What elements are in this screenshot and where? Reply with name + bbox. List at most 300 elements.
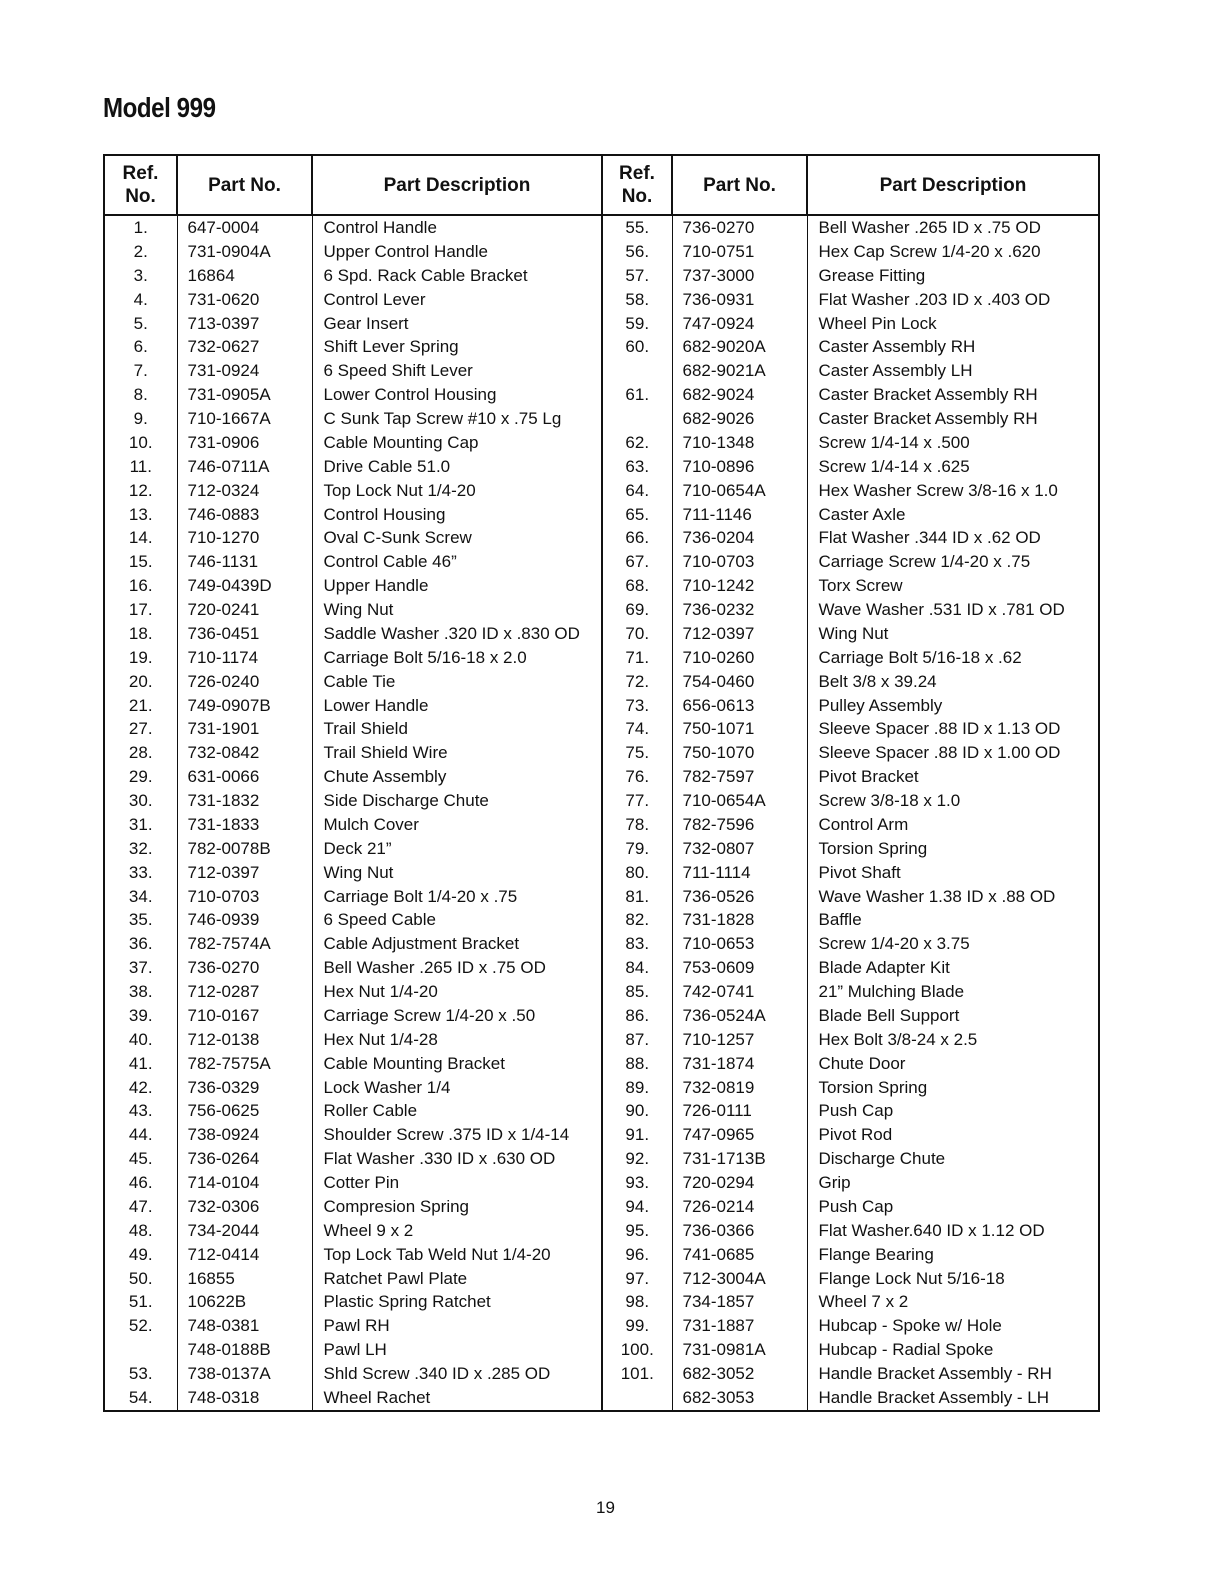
- part-no-cell-left: 726-0240: [177, 670, 312, 694]
- part-description-cell-left: Mulch Cover: [312, 813, 602, 837]
- part-no-cell-right: 682-9020A: [672, 335, 807, 359]
- ref-no-cell-left: 1.: [104, 215, 177, 240]
- part-description-cell-left: Lower Control Housing: [312, 383, 602, 407]
- part-no-cell-left: 16855: [177, 1267, 312, 1291]
- part-no-cell-right: 682-3053: [672, 1386, 807, 1411]
- ref-no-cell-left: 32.: [104, 837, 177, 861]
- part-description-cell-left: Hex Nut 1/4-20: [312, 980, 602, 1004]
- ref-no-cell-left: 33.: [104, 861, 177, 885]
- ref-no-cell-left: 6.: [104, 335, 177, 359]
- part-no-cell-left: 647-0004: [177, 215, 312, 240]
- table-row: [104, 215, 1099, 240]
- table-row: [104, 1052, 1099, 1076]
- part-description-cell-left: Lower Handle: [312, 694, 602, 718]
- part-description-cell-right: Hex Washer Screw 3/8-16 x 1.0: [807, 479, 1099, 503]
- part-no-cell-right: 731-1874: [672, 1052, 807, 1076]
- part-no-cell-right: 710-0654A: [672, 789, 807, 813]
- table-row: [104, 837, 1099, 861]
- part-description-cell-left: Pawl RH: [312, 1314, 602, 1338]
- ref-no-cell-right: 71.: [602, 646, 672, 670]
- part-description-cell-left: Shld Screw .340 ID x .285 OD: [312, 1362, 602, 1386]
- part-no-cell-right: 736-0270: [672, 215, 807, 240]
- ref-no-cell-left: 28.: [104, 741, 177, 765]
- part-no-cell-left: 712-0324: [177, 479, 312, 503]
- table-row: [104, 789, 1099, 813]
- part-description-cell-right: Caster Assembly RH: [807, 335, 1099, 359]
- part-no-cell-right: 726-0111: [672, 1099, 807, 1123]
- part-no-header-right: Part No.: [672, 155, 807, 215]
- ref-no-cell-right: 94.: [602, 1195, 672, 1219]
- ref-no-cell-right: 68.: [602, 574, 672, 598]
- part-no-header-left: Part No.: [177, 155, 312, 215]
- ref-no-cell-right: 98.: [602, 1290, 672, 1314]
- part-description-cell-right: Wheel 7 x 2: [807, 1290, 1099, 1314]
- ref-no-cell-left: 21.: [104, 694, 177, 718]
- part-description-cell-right: Hex Bolt 3/8-24 x 2.5: [807, 1028, 1099, 1052]
- page-number: 19: [596, 1498, 615, 1517]
- part-no-cell-left: 731-0924: [177, 359, 312, 383]
- part-description-cell-left: Control Housing: [312, 503, 602, 527]
- ref-no-cell-left: 11.: [104, 455, 177, 479]
- ref-no-cell-right: 61.: [602, 383, 672, 407]
- part-description-cell-right: Discharge Chute: [807, 1147, 1099, 1171]
- part-description-cell-left: Control Handle: [312, 215, 602, 240]
- part-no-cell-left: 710-1174: [177, 646, 312, 670]
- part-no-cell-right: 747-0924: [672, 312, 807, 336]
- part-description-cell-right: Pivot Bracket: [807, 765, 1099, 789]
- table-row: [104, 932, 1099, 956]
- part-no-cell-right: 682-9026: [672, 407, 807, 431]
- part-no-cell-right: 736-0204: [672, 526, 807, 550]
- part-description-cell-left: Top Lock Nut 1/4-20: [312, 479, 602, 503]
- part-description-cell-right: Flat Washer.640 ID x 1.12 OD: [807, 1219, 1099, 1243]
- table-row: [104, 455, 1099, 479]
- part-description-cell-right: Push Cap: [807, 1195, 1099, 1219]
- part-no-cell-left: 782-0078B: [177, 837, 312, 861]
- part-no-cell-left: 749-0907B: [177, 694, 312, 718]
- table-row: [104, 598, 1099, 622]
- part-no-cell-left: 746-0939: [177, 908, 312, 932]
- part-description-cell-right: Grease Fitting: [807, 264, 1099, 288]
- part-description-cell-left: Cable Tie: [312, 670, 602, 694]
- ref-no-cell-left: 19.: [104, 646, 177, 670]
- part-no-cell-left: 736-0264: [177, 1147, 312, 1171]
- part-description-cell-left: Wheel 9 x 2: [312, 1219, 602, 1243]
- part-no-cell-right: 750-1070: [672, 741, 807, 765]
- part-description-cell-left: Wheel Rachet: [312, 1386, 602, 1411]
- part-description-cell-right: Sleeve Spacer .88 ID x 1.00 OD: [807, 741, 1099, 765]
- table-row: [104, 550, 1099, 574]
- ref-no-cell-left: 35.: [104, 908, 177, 932]
- part-no-cell-left: 710-1270: [177, 526, 312, 550]
- part-description-cell-left: Upper Handle: [312, 574, 602, 598]
- part-description-cell-left: Trail Shield: [312, 717, 602, 741]
- table-row: [104, 765, 1099, 789]
- part-description-cell-left: Plastic Spring Ratchet: [312, 1290, 602, 1314]
- part-no-cell-right: 710-0703: [672, 550, 807, 574]
- part-no-cell-right: 737-3000: [672, 264, 807, 288]
- part-no-cell-left: 736-0270: [177, 956, 312, 980]
- part-no-cell-right: 736-0524A: [672, 1004, 807, 1028]
- ref-no-cell-right: 91.: [602, 1123, 672, 1147]
- part-description-cell-right: Torsion Spring: [807, 837, 1099, 861]
- ref-no-cell-left: 39.: [104, 1004, 177, 1028]
- part-no-cell-right: 732-0819: [672, 1076, 807, 1100]
- ref-no-cell-left: 48.: [104, 1219, 177, 1243]
- ref-no-cell-right: 69.: [602, 598, 672, 622]
- part-no-cell-right: 736-0931: [672, 288, 807, 312]
- table-row: [104, 885, 1099, 909]
- ref-no-cell-left: 12.: [104, 479, 177, 503]
- part-no-cell-right: 710-0751: [672, 240, 807, 264]
- table-row: [104, 622, 1099, 646]
- table-row: [104, 1314, 1099, 1338]
- ref-no-cell-left: 40.: [104, 1028, 177, 1052]
- part-no-cell-right: 710-0653: [672, 932, 807, 956]
- ref-no-cell-right: 87.: [602, 1028, 672, 1052]
- part-no-cell-right: 712-0397: [672, 622, 807, 646]
- ref-no-cell-right: 86.: [602, 1004, 672, 1028]
- ref-no-cell-left: 44.: [104, 1123, 177, 1147]
- table-row: [104, 1123, 1099, 1147]
- table-row: [104, 980, 1099, 1004]
- part-description-cell-right: Blade Bell Support: [807, 1004, 1099, 1028]
- ref-no-cell-left: 31.: [104, 813, 177, 837]
- part-description-cell-left: Pawl LH: [312, 1338, 602, 1362]
- ref-no-cell-left: 7.: [104, 359, 177, 383]
- ref-no-cell-left: 47.: [104, 1195, 177, 1219]
- ref-no-cell-right: 95.: [602, 1219, 672, 1243]
- part-description-cell-left: Cable Mounting Bracket: [312, 1052, 602, 1076]
- part-no-cell-right: 736-0526: [672, 885, 807, 909]
- part-no-cell-left: 731-0906: [177, 431, 312, 455]
- ref-no-cell-left: 46.: [104, 1171, 177, 1195]
- part-no-cell-right: 732-0807: [672, 837, 807, 861]
- ref-no-cell-right: 96.: [602, 1243, 672, 1267]
- part-no-cell-right: 736-0232: [672, 598, 807, 622]
- ref-no-cell-right: 66.: [602, 526, 672, 550]
- ref-no-cell-right: 62.: [602, 431, 672, 455]
- part-no-cell-left: 782-7575A: [177, 1052, 312, 1076]
- ref-no-cell-left: 34.: [104, 885, 177, 909]
- part-description-cell-left: Chute Assembly: [312, 765, 602, 789]
- part-description-header-left: Part Description: [312, 155, 602, 215]
- part-no-cell-right: 710-1242: [672, 574, 807, 598]
- ref-no-cell-right: 100.: [602, 1338, 672, 1362]
- ref-no-cell-left: 9.: [104, 407, 177, 431]
- table-row: [104, 1290, 1099, 1314]
- part-no-cell-left: 710-0703: [177, 885, 312, 909]
- ref-no-cell-left: 50.: [104, 1267, 177, 1291]
- ref-no-cell-right: 58.: [602, 288, 672, 312]
- part-description-cell-left: 6 Speed Shift Lever: [312, 359, 602, 383]
- part-no-cell-right: 736-0366: [672, 1219, 807, 1243]
- part-no-cell-left: 731-1832: [177, 789, 312, 813]
- part-description-cell-right: Blade Adapter Kit: [807, 956, 1099, 980]
- table-row: [104, 670, 1099, 694]
- ref-no-cell-right: 77.: [602, 789, 672, 813]
- part-no-cell-right: 782-7596: [672, 813, 807, 837]
- part-description-cell-right: Hubcap - Radial Spoke: [807, 1338, 1099, 1362]
- ref-no-cell-right: 101.: [602, 1362, 672, 1386]
- part-no-cell-left: 731-0905A: [177, 383, 312, 407]
- part-no-cell-right: 656-0613: [672, 694, 807, 718]
- part-description-cell-right: Flat Washer .203 ID x .403 OD: [807, 288, 1099, 312]
- table-row: [104, 1004, 1099, 1028]
- ref-no-cell-right: 70.: [602, 622, 672, 646]
- ref-no-cell-right: 75.: [602, 741, 672, 765]
- part-no-cell-left: 712-0397: [177, 861, 312, 885]
- ref-no-cell-right: 55.: [602, 215, 672, 240]
- table-row: [104, 1171, 1099, 1195]
- table-row: [104, 1386, 1099, 1411]
- part-description-cell-left: Gear Insert: [312, 312, 602, 336]
- table-row: [104, 335, 1099, 359]
- ref-no-cell-right: 92.: [602, 1147, 672, 1171]
- part-no-cell-left: 746-0711A: [177, 455, 312, 479]
- part-description-cell-right: Chute Door: [807, 1052, 1099, 1076]
- part-no-cell-right: 734-1857: [672, 1290, 807, 1314]
- ref-no-cell-left: 53.: [104, 1362, 177, 1386]
- part-no-cell-right: 720-0294: [672, 1171, 807, 1195]
- part-description-cell-left: Control Cable 46”: [312, 550, 602, 574]
- part-no-cell-right: 711-1146: [672, 503, 807, 527]
- part-no-cell-right: 731-1887: [672, 1314, 807, 1338]
- ref-no-cell-left: 38.: [104, 980, 177, 1004]
- part-description-cell-left: Compresion Spring: [312, 1195, 602, 1219]
- part-description-cell-right: Pivot Rod: [807, 1123, 1099, 1147]
- part-description-cell-right: Handle Bracket Assembly - LH: [807, 1386, 1099, 1411]
- part-description-cell-right: Torx Screw: [807, 574, 1099, 598]
- ref-no-cell-left: [104, 1338, 177, 1362]
- part-no-cell-left: 746-0883: [177, 503, 312, 527]
- ref-no-cell-right: 73.: [602, 694, 672, 718]
- ref-no-cell-left: 54.: [104, 1386, 177, 1411]
- part-description-cell-right: Torsion Spring: [807, 1076, 1099, 1100]
- ref-no-cell-right: 84.: [602, 956, 672, 980]
- part-description-cell-right: Flat Washer .344 ID x .62 OD: [807, 526, 1099, 550]
- table-row: [104, 312, 1099, 336]
- ref-no-cell-left: 30.: [104, 789, 177, 813]
- part-no-cell-right: 747-0965: [672, 1123, 807, 1147]
- part-description-cell-right: Baffle: [807, 908, 1099, 932]
- part-description-cell-right: Wing Nut: [807, 622, 1099, 646]
- part-no-cell-left: 732-0306: [177, 1195, 312, 1219]
- table-row: [104, 908, 1099, 932]
- page-title: Model 999: [103, 92, 216, 123]
- part-description-cell-left: Side Discharge Chute: [312, 789, 602, 813]
- part-description-cell-right: Screw 1/4-14 x .625: [807, 455, 1099, 479]
- table-row: [104, 264, 1099, 288]
- ref-no-cell-right: 89.: [602, 1076, 672, 1100]
- part-description-cell-right: Pivot Shaft: [807, 861, 1099, 885]
- table-row: [104, 1243, 1099, 1267]
- ref-no-cell-left: 51.: [104, 1290, 177, 1314]
- part-description-cell-left: C Sunk Tap Screw #10 x .75 Lg: [312, 407, 602, 431]
- parts-table: [103, 154, 1100, 1412]
- part-no-cell-left: 738-0924: [177, 1123, 312, 1147]
- ref-no-cell-right: 65.: [602, 503, 672, 527]
- part-no-cell-left: 748-0188B: [177, 1338, 312, 1362]
- part-description-cell-right: Carriage Screw 1/4-20 x .75: [807, 550, 1099, 574]
- part-no-cell-left: 731-1901: [177, 717, 312, 741]
- part-no-cell-left: 720-0241: [177, 598, 312, 622]
- ref-no-cell-right: 85.: [602, 980, 672, 1004]
- part-description-cell-left: 6 Speed Cable: [312, 908, 602, 932]
- ref-no-cell-left: 17.: [104, 598, 177, 622]
- table-row: [104, 240, 1099, 264]
- ref-no-cell-right: 64.: [602, 479, 672, 503]
- part-description-header-right: Part Description: [807, 155, 1099, 215]
- part-no-cell-right: 682-3052: [672, 1362, 807, 1386]
- table-row: [104, 861, 1099, 885]
- part-description-cell-left: Wing Nut: [312, 598, 602, 622]
- table-row: [104, 956, 1099, 980]
- ref-no-cell-left: 4.: [104, 288, 177, 312]
- part-no-cell-left: 756-0625: [177, 1099, 312, 1123]
- part-description-cell-right: Flange Bearing: [807, 1243, 1099, 1267]
- part-description-cell-left: Deck 21”: [312, 837, 602, 861]
- part-no-cell-left: 734-2044: [177, 1219, 312, 1243]
- table-row: [104, 431, 1099, 455]
- part-description-cell-left: Flat Washer .330 ID x .630 OD: [312, 1147, 602, 1171]
- ref-no-cell-left: 3.: [104, 264, 177, 288]
- table-row: [104, 1195, 1099, 1219]
- table-row: [104, 359, 1099, 383]
- part-no-cell-right: 710-0654A: [672, 479, 807, 503]
- part-description-cell-left: Lock Washer 1/4: [312, 1076, 602, 1100]
- ref-no-cell-left: 43.: [104, 1099, 177, 1123]
- ref-no-cell-left: 36.: [104, 932, 177, 956]
- ref-no-cell-left: 37.: [104, 956, 177, 980]
- ref-no-cell-right: 74.: [602, 717, 672, 741]
- ref-no-cell-left: 5.: [104, 312, 177, 336]
- table-header-row: [104, 155, 1099, 215]
- part-no-cell-left: 714-0104: [177, 1171, 312, 1195]
- part-description-cell-left: Top Lock Tab Weld Nut 1/4-20: [312, 1243, 602, 1267]
- part-no-cell-left: 738-0137A: [177, 1362, 312, 1386]
- part-description-cell-right: Wheel Pin Lock: [807, 312, 1099, 336]
- part-no-cell-right: 710-0896: [672, 455, 807, 479]
- part-no-cell-left: 710-0167: [177, 1004, 312, 1028]
- parts-table-body: [104, 215, 1099, 1411]
- part-description-cell-right: Hubcap - Spoke w/ Hole: [807, 1314, 1099, 1338]
- table-row: [104, 646, 1099, 670]
- ref-no-cell-left: 27.: [104, 717, 177, 741]
- part-description-cell-left: Shoulder Screw .375 ID x 1/4-14: [312, 1123, 602, 1147]
- part-description-cell-right: Handle Bracket Assembly - RH: [807, 1362, 1099, 1386]
- part-no-cell-left: 736-0329: [177, 1076, 312, 1100]
- part-description-cell-right: Screw 1/4-14 x .500: [807, 431, 1099, 455]
- part-description-cell-right: Pulley Assembly: [807, 694, 1099, 718]
- part-no-cell-right: 731-1713B: [672, 1147, 807, 1171]
- part-no-cell-right: 726-0214: [672, 1195, 807, 1219]
- table-row: [104, 526, 1099, 550]
- part-no-cell-right: 682-9024: [672, 383, 807, 407]
- part-no-cell-right: 754-0460: [672, 670, 807, 694]
- part-description-cell-left: Wing Nut: [312, 861, 602, 885]
- ref-no-cell-right: 81.: [602, 885, 672, 909]
- ref-no-cell-right: 60.: [602, 335, 672, 359]
- part-no-cell-left: 710-1667A: [177, 407, 312, 431]
- part-description-cell-right: Wave Washer .531 ID x .781 OD: [807, 598, 1099, 622]
- part-description-cell-left: Saddle Washer .320 ID x .830 OD: [312, 622, 602, 646]
- ref-no-cell-right: [602, 1386, 672, 1411]
- part-description-cell-right: Control Arm: [807, 813, 1099, 837]
- part-description-cell-left: Cotter Pin: [312, 1171, 602, 1195]
- ref-no-cell-right: [602, 407, 672, 431]
- part-description-cell-right: Grip: [807, 1171, 1099, 1195]
- ref-no-cell-right: 57.: [602, 264, 672, 288]
- part-no-cell-right: 753-0609: [672, 956, 807, 980]
- part-description-cell-right: Carriage Bolt 5/16-18 x .62: [807, 646, 1099, 670]
- part-description-cell-left: Trail Shield Wire: [312, 741, 602, 765]
- table-row: [104, 1147, 1099, 1171]
- ref-no-cell-left: 14.: [104, 526, 177, 550]
- ref-no-cell-right: 79.: [602, 837, 672, 861]
- part-no-cell-left: 746-1131: [177, 550, 312, 574]
- table-row: [104, 1267, 1099, 1291]
- ref-no-cell-left: 13.: [104, 503, 177, 527]
- ref-no-cell-left: 8.: [104, 383, 177, 407]
- part-no-cell-right: 710-1257: [672, 1028, 807, 1052]
- part-no-cell-left: 748-0318: [177, 1386, 312, 1411]
- table-row: [104, 1338, 1099, 1362]
- part-description-cell-right: Caster Axle: [807, 503, 1099, 527]
- part-no-cell-right: 750-1071: [672, 717, 807, 741]
- table-row: [104, 1099, 1099, 1123]
- table-row: [104, 1028, 1099, 1052]
- ref-no-cell-right: 72.: [602, 670, 672, 694]
- table-row: [104, 694, 1099, 718]
- ref-no-cell-right: 78.: [602, 813, 672, 837]
- part-no-cell-left: 731-0904A: [177, 240, 312, 264]
- part-description-cell-right: 21” Mulching Blade: [807, 980, 1099, 1004]
- part-no-cell-left: 10622B: [177, 1290, 312, 1314]
- ref-no-cell-right: [602, 359, 672, 383]
- part-description-cell-right: Flange Lock Nut 5/16-18: [807, 1267, 1099, 1291]
- part-description-cell-left: Carriage Screw 1/4-20 x .50: [312, 1004, 602, 1028]
- table-row: [104, 407, 1099, 431]
- ref-no-cell-right: 88.: [602, 1052, 672, 1076]
- part-no-cell-left: 736-0451: [177, 622, 312, 646]
- part-description-cell-left: Roller Cable: [312, 1099, 602, 1123]
- ref-no-header-left: Ref. No.: [104, 155, 177, 215]
- part-no-cell-left: 631-0066: [177, 765, 312, 789]
- ref-no-header-right: Ref. No.: [602, 155, 672, 215]
- ref-no-cell-right: 99.: [602, 1314, 672, 1338]
- part-description-cell-left: 6 Spd. Rack Cable Bracket: [312, 264, 602, 288]
- part-description-cell-left: Bell Washer .265 ID x .75 OD: [312, 956, 602, 980]
- part-no-cell-right: 711-1114: [672, 861, 807, 885]
- table-row: [104, 1362, 1099, 1386]
- part-description-cell-right: Push Cap: [807, 1099, 1099, 1123]
- ref-no-cell-left: 16.: [104, 574, 177, 598]
- table-row: [104, 479, 1099, 503]
- part-no-cell-right: 712-3004A: [672, 1267, 807, 1291]
- part-no-cell-right: 682-9021A: [672, 359, 807, 383]
- ref-no-cell-right: 63.: [602, 455, 672, 479]
- part-no-cell-left: 712-0414: [177, 1243, 312, 1267]
- part-no-cell-left: 782-7574A: [177, 932, 312, 956]
- part-description-cell-left: Hex Nut 1/4-28: [312, 1028, 602, 1052]
- ref-no-cell-right: 82.: [602, 908, 672, 932]
- part-no-cell-right: 741-0685: [672, 1243, 807, 1267]
- ref-no-cell-right: 93.: [602, 1171, 672, 1195]
- part-description-cell-left: Ratchet Pawl Plate: [312, 1267, 602, 1291]
- table-row: [104, 383, 1099, 407]
- part-description-cell-right: Caster Bracket Assembly RH: [807, 383, 1099, 407]
